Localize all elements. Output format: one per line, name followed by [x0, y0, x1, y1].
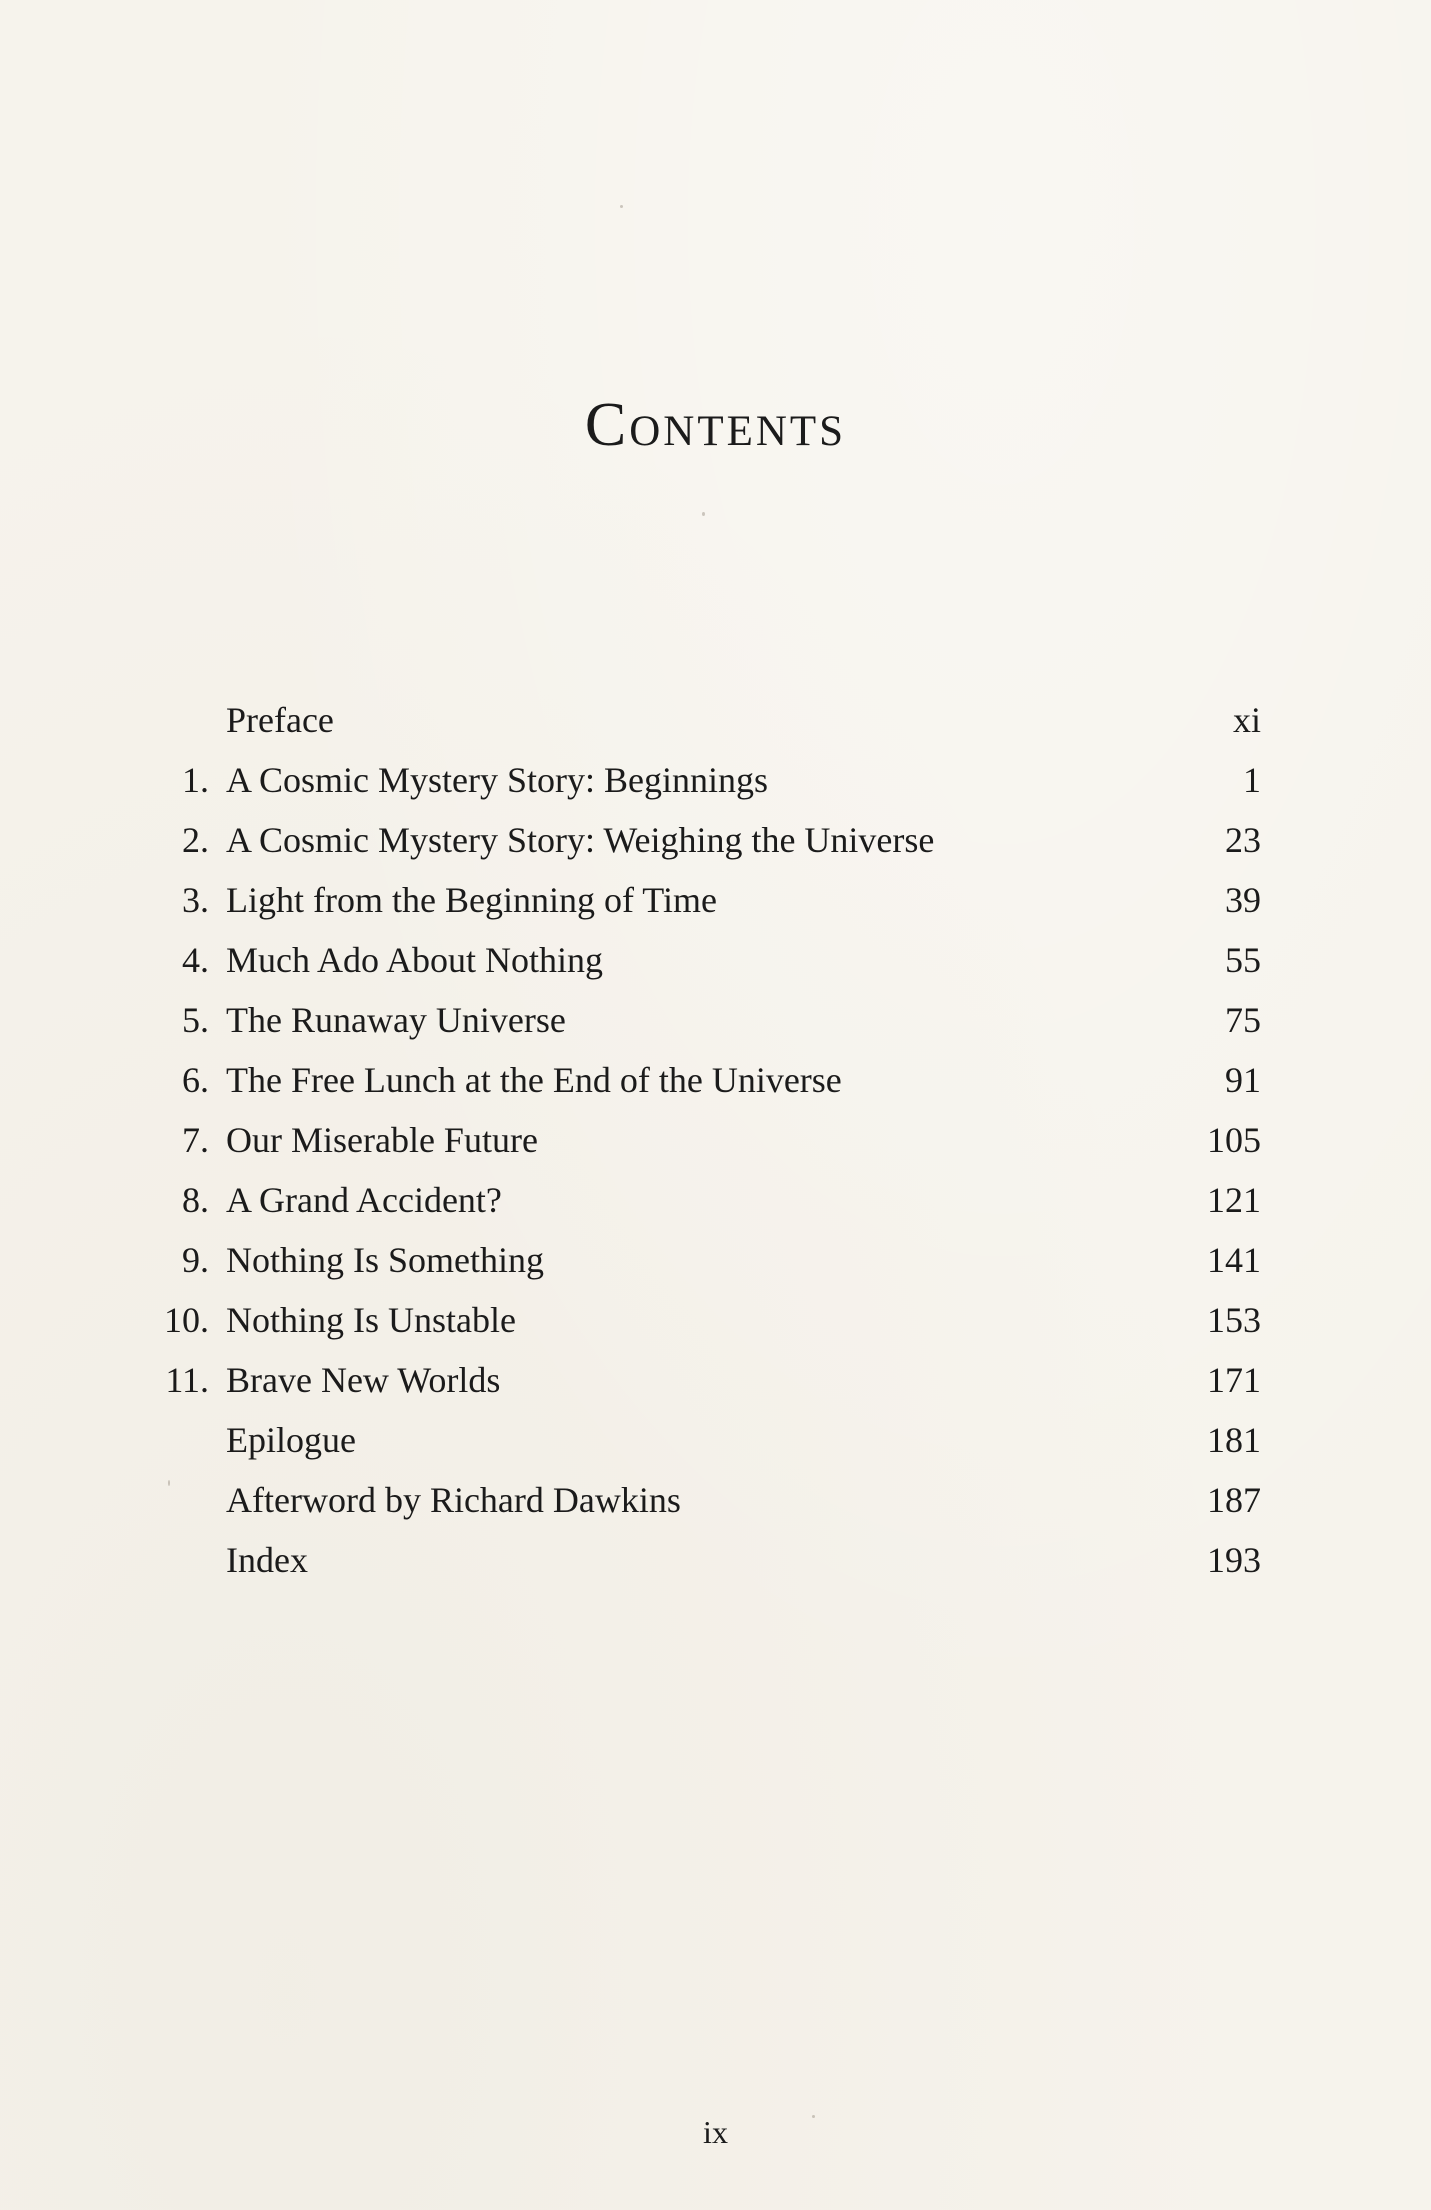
toc-entry-number: 10. — [164, 1300, 209, 1340]
toc-entry-title: Nothing Is Unstable — [226, 1300, 516, 1340]
toc-entry-number: 7. — [182, 1120, 209, 1160]
toc-entry — [0, 750, 1431, 810]
toc-entry-title: Index — [226, 1540, 308, 1580]
toc-entry — [0, 810, 1431, 870]
toc-entry — [0, 1350, 1431, 1410]
toc-entry-number: 3. — [182, 880, 209, 920]
toc-entry-page-number: 75 — [1225, 1000, 1261, 1040]
toc-entry-title: The Runaway Universe — [226, 1000, 566, 1040]
toc-entry-page-number: 187 — [1207, 1480, 1261, 1520]
toc-entry-page-number: 23 — [1225, 820, 1261, 860]
toc-entry-page-number: 181 — [1207, 1420, 1261, 1460]
toc-entry-title: Our Miserable Future — [226, 1120, 538, 1160]
toc-entry-title: A Grand Accident? — [226, 1180, 502, 1220]
toc-entry-number: 1. — [182, 760, 209, 800]
toc-entry-number: 8. — [182, 1180, 209, 1220]
toc-entry-title: Brave New Worlds — [226, 1360, 501, 1400]
paper-speck — [702, 512, 705, 516]
toc-entry-title: Epilogue — [226, 1420, 356, 1460]
page-number: ix — [703, 2114, 728, 2150]
toc-entry — [0, 690, 1431, 750]
toc-entry-title: Preface — [226, 700, 334, 740]
toc-entry — [0, 1230, 1431, 1290]
toc-entry-title: Afterword by Richard Dawkins — [226, 1480, 681, 1520]
toc-entry — [0, 1170, 1431, 1230]
toc-entry — [0, 870, 1431, 930]
toc-entry-number: 6. — [182, 1060, 209, 1100]
toc-entry — [0, 1470, 1431, 1530]
toc-entry-page-number: xi — [1232, 700, 1261, 740]
toc-entry-title: Light from the Beginning of Time — [226, 880, 717, 920]
toc-entry-page-number: 1 — [1243, 760, 1261, 800]
toc-entry-page-number: 193 — [1207, 1540, 1261, 1580]
toc-entry — [0, 1290, 1431, 1350]
toc-entry-page-number: 171 — [1207, 1360, 1261, 1400]
toc-entry — [0, 1110, 1431, 1170]
toc-entry — [0, 1050, 1431, 1110]
toc-entry-number: 2. — [182, 820, 209, 860]
toc-entry-title: Much Ado About Nothing — [226, 940, 604, 980]
toc-entry-title: Nothing Is Something — [226, 1240, 545, 1280]
toc-entry-number: 11. — [165, 1360, 209, 1400]
table-of-contents — [0, 690, 1431, 1590]
toc-entry — [0, 930, 1431, 990]
toc-entry — [0, 1410, 1431, 1470]
toc-entry-page-number: 105 — [1207, 1120, 1261, 1160]
toc-entry-page-number: 39 — [1225, 880, 1261, 920]
toc-entry-title: The Free Lunch at the End of the Universe — [226, 1060, 842, 1100]
toc-entry-page-number: 55 — [1225, 940, 1261, 980]
toc-entry-page-number: 141 — [1207, 1240, 1261, 1280]
toc-entry-page-number: 121 — [1207, 1180, 1261, 1220]
toc-entry-title: A Cosmic Mystery Story: Beginnings — [226, 760, 769, 800]
toc-entry-page-number: 153 — [1207, 1300, 1261, 1340]
page-title: Contents — [584, 390, 847, 459]
toc-entry-page-number: 91 — [1225, 1060, 1261, 1100]
toc-entry — [0, 990, 1431, 1050]
toc-entry — [0, 1530, 1431, 1590]
toc-entry-title: A Cosmic Mystery Story: Weighing the Universe — [226, 820, 935, 860]
toc-entry-number: 4. — [182, 940, 209, 980]
paper-speck — [620, 205, 623, 208]
toc-entry-number: 9. — [182, 1240, 209, 1280]
toc-entry-number: 5. — [182, 1000, 209, 1040]
